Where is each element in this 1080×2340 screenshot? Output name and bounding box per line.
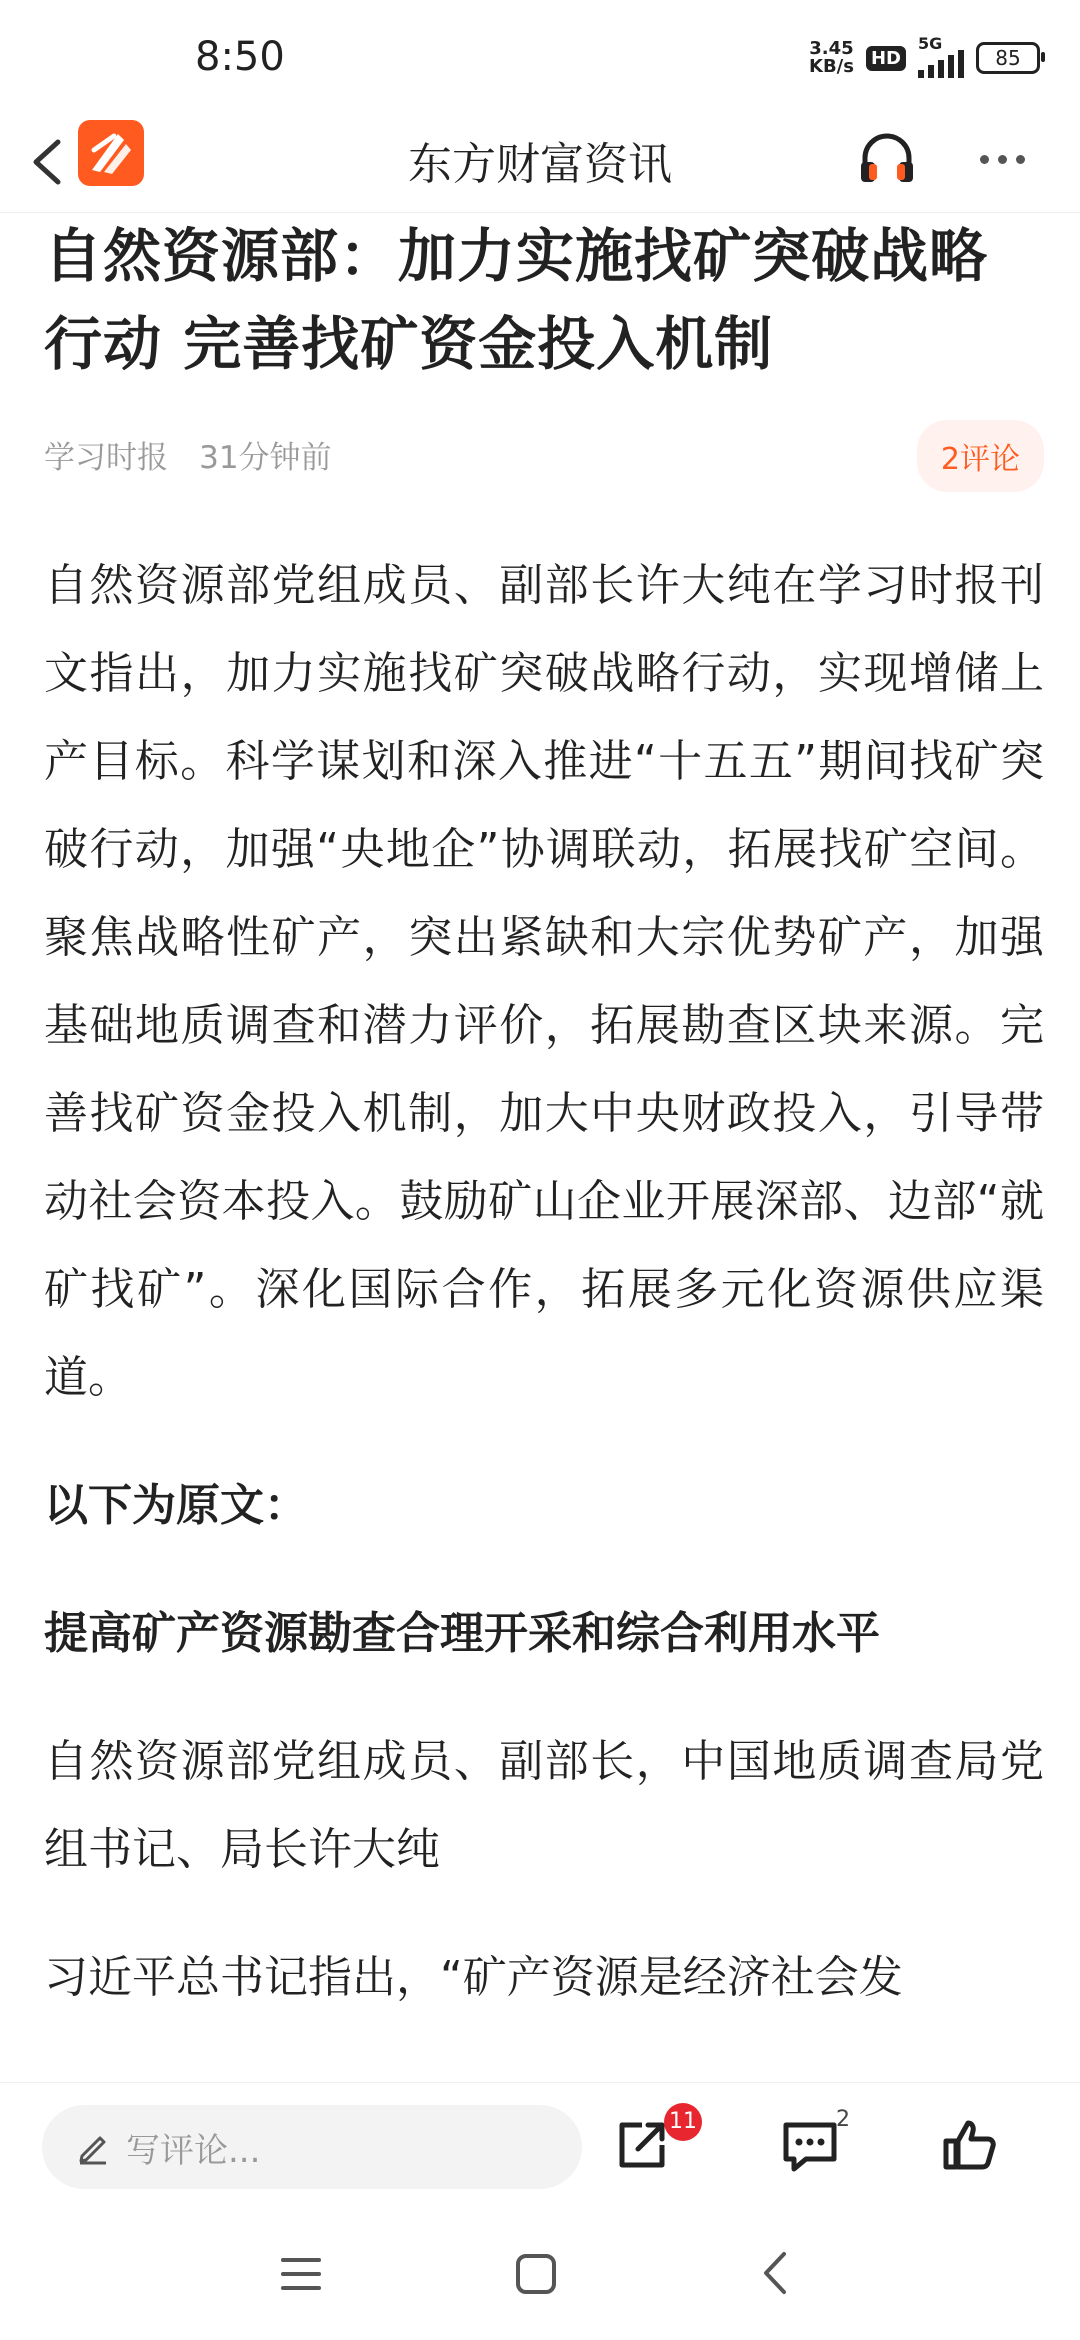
article-headline: 自然资源部：加力实施找矿突破战略行动 完善找矿资金投入机制 [44, 222, 989, 378]
battery-icon: 85 [976, 42, 1040, 74]
comment-placeholder: 写评论... [126, 2130, 261, 2171]
network-speed: 3.45 KB/s [809, 38, 854, 77]
headphones-icon[interactable] [855, 126, 919, 190]
original-label: 以下为原文： [44, 1480, 308, 1531]
pencil-icon [74, 2128, 112, 2166]
system-nav-bar [0, 2212, 1080, 2340]
comment-count: 2 [836, 2107, 850, 2132]
article-meta [44, 432, 1044, 512]
truncated-paragraph: 习近平总书记指出，“矿产资源是经济社会发 [44, 1952, 903, 2003]
comment-count-button[interactable]: 2评论 [917, 420, 1044, 492]
status-bar [0, 0, 1080, 112]
status-time: 8:50 [195, 34, 285, 80]
comment-input[interactable] [42, 2105, 582, 2189]
comment-icon[interactable] [780, 2119, 840, 2175]
more-icon[interactable] [980, 144, 1034, 174]
lead-paragraph: 自然资源部党组成员、副部长许大纯在学习时报刊文指出，加力实施找矿突破战略行动，实现增储上产目标。科学谋划和深入推进“十五五”期间找矿突破行动，加强“央地企”协调联动，拓展找矿空间。聚焦战略性矿产，突出紧缺和大宗优势矿产，加强基础地质调查和潜力评价，拓展勘查区块来源。完善找矿资金投入机制，加大中央财政投入，引导带动社会资本投入。鼓励矿山企业开展深部、边部“就矿找矿”。深化国际合作，拓展多元化资源供应渠道。 [44, 560, 1044, 1403]
share-badge: 11 [664, 2103, 702, 2141]
app-header [0, 112, 1080, 213]
header-title: 东方财富资讯 [408, 139, 672, 190]
original-title: 提高矿产资源勘查合理开采和综合利用水平 [44, 1608, 880, 1659]
article-source[interactable]: 学习时报 [44, 440, 168, 476]
like-icon[interactable] [940, 2115, 1000, 2175]
share-icon[interactable] [612, 2115, 672, 2175]
article-time: 31分钟前 [199, 440, 332, 476]
article [44, 212, 1044, 2003]
signal-icon: 5G [918, 38, 964, 78]
author-line: 自然资源部党组成员、副部长，中国地质调查局党组书记、局长许大纯 [44, 1736, 1044, 1875]
hd-badge: HD [866, 46, 906, 71]
bottom-action-bar [0, 2082, 1080, 2213]
home-icon[interactable] [514, 2252, 558, 2296]
back-icon[interactable] [758, 2248, 790, 2298]
status-indicators [809, 36, 1040, 80]
menu-icon[interactable] [280, 2254, 322, 2294]
